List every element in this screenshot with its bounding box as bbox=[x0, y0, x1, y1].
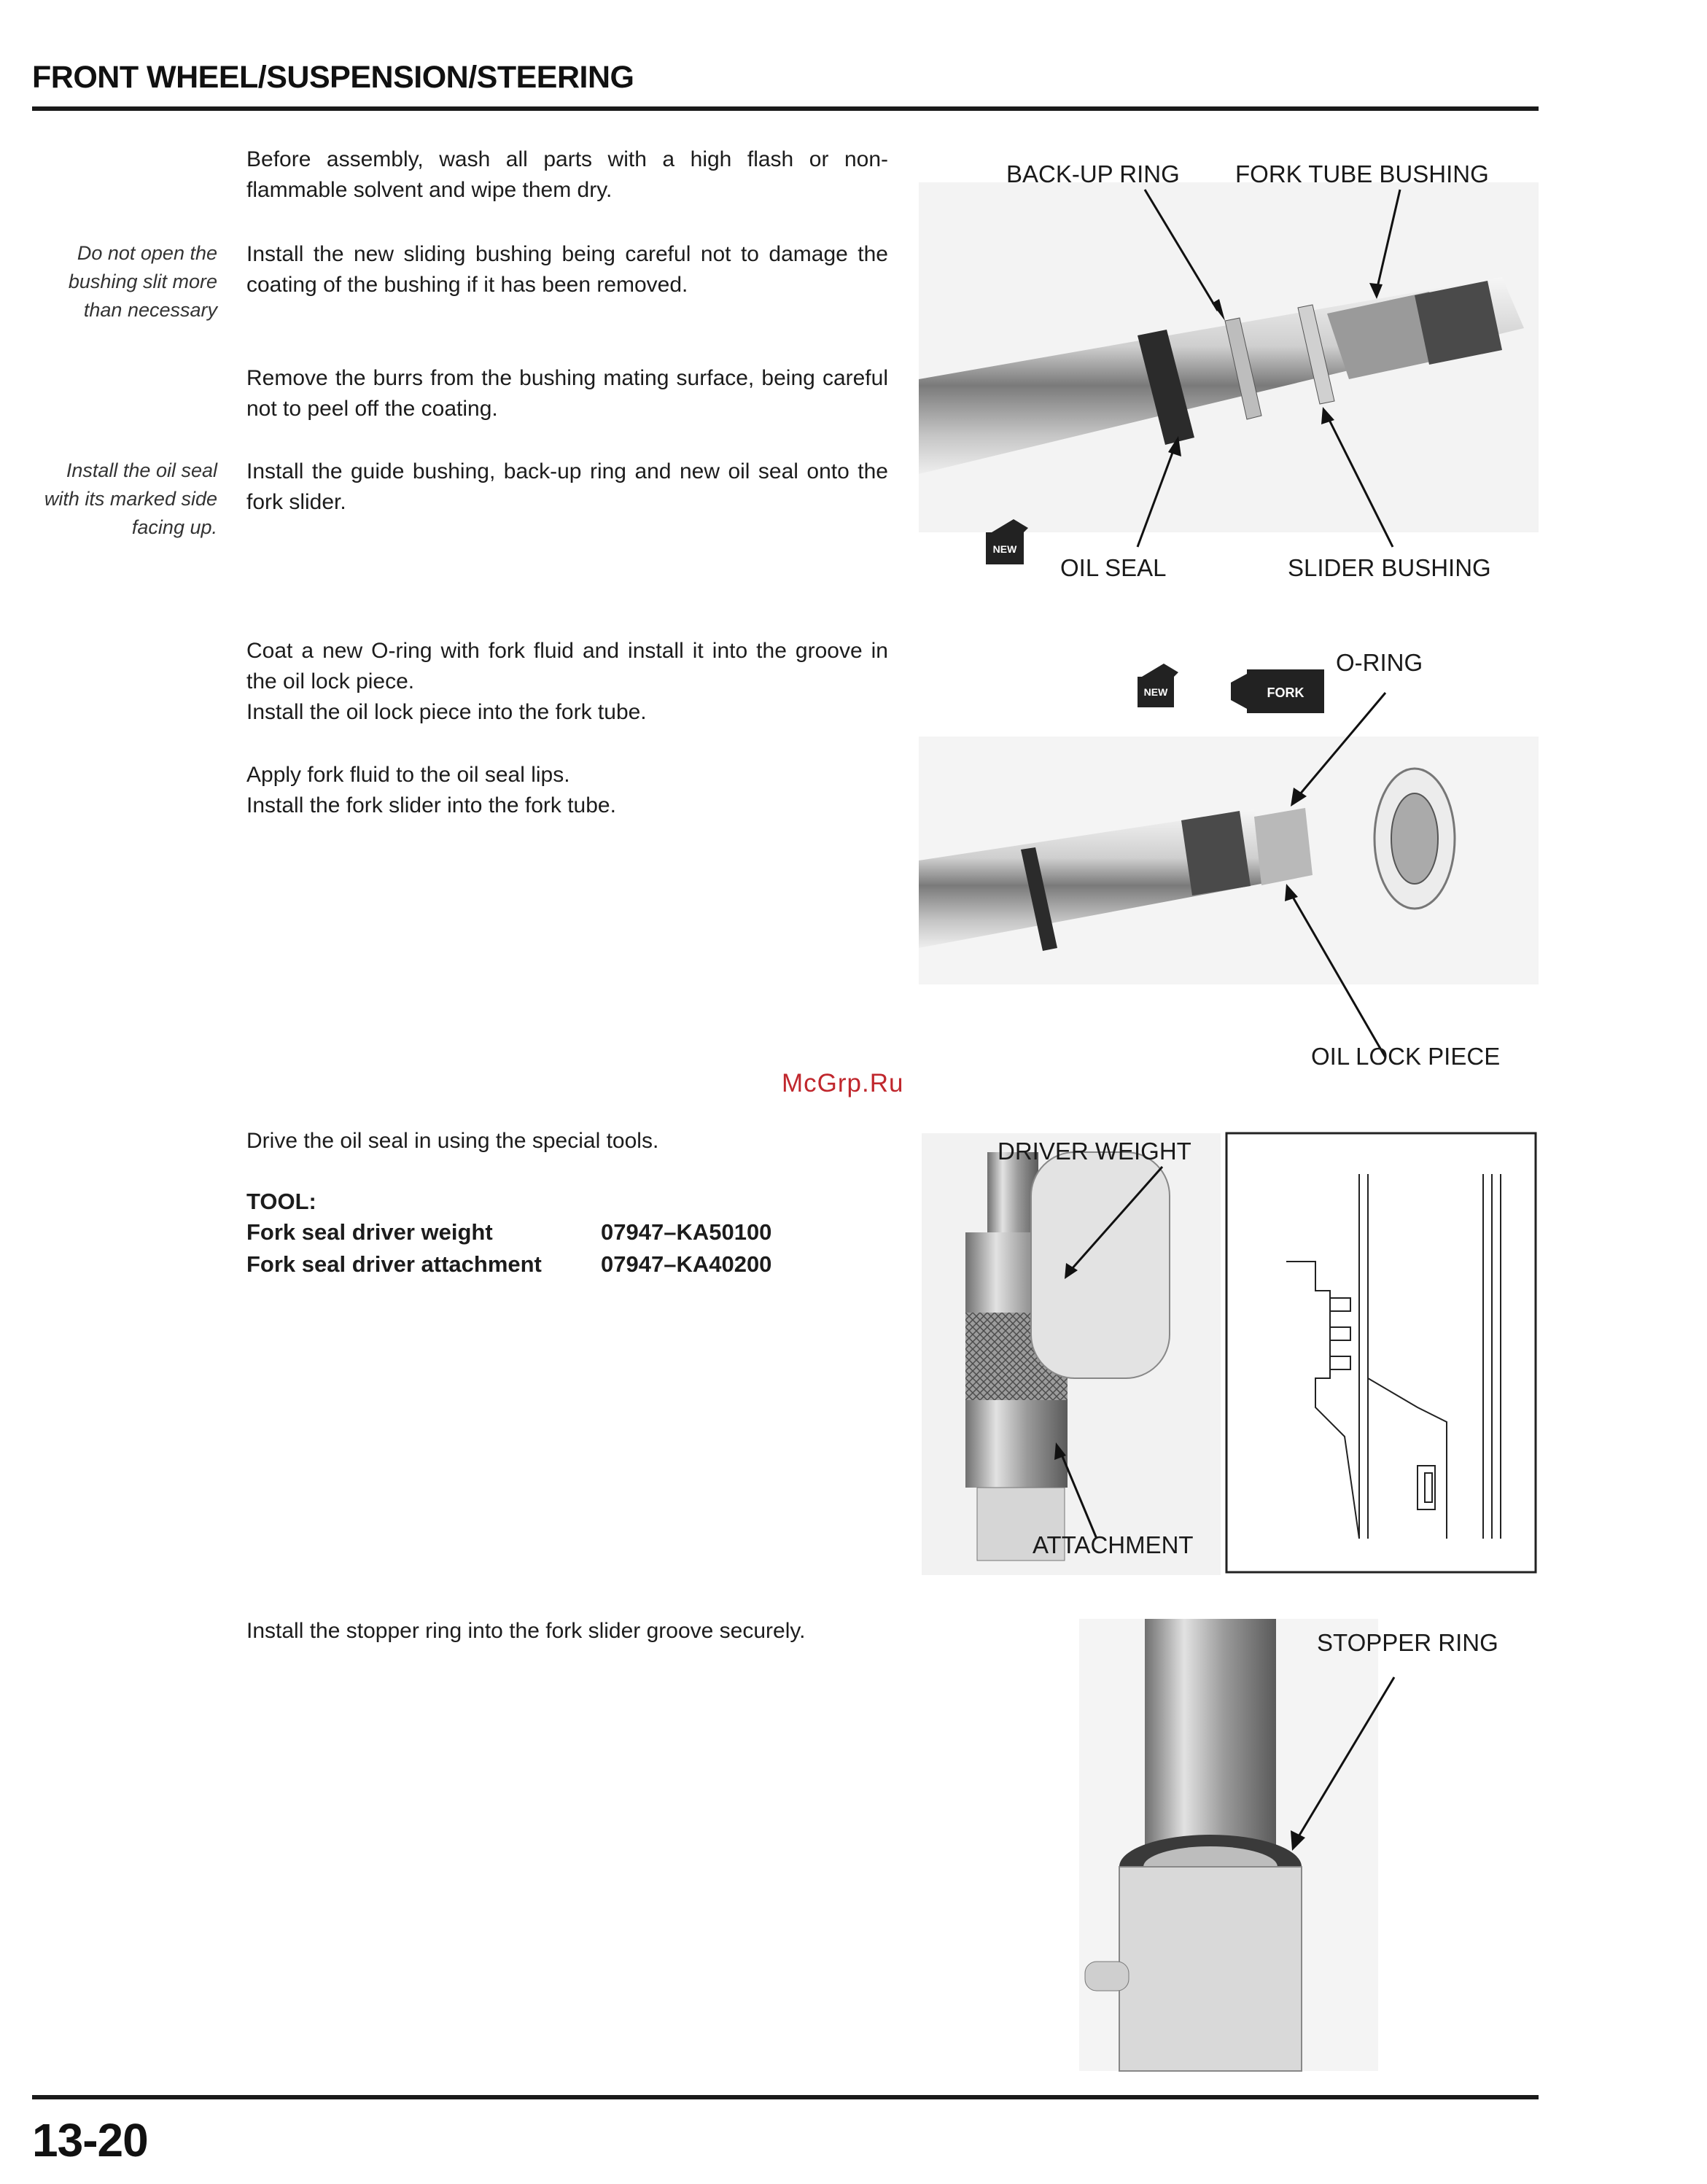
new-badge-text: NEW bbox=[992, 543, 1017, 555]
fork-slider-photo bbox=[1119, 1867, 1302, 2071]
paragraph: Before assembly, wash all parts with a high flash or non-flammable solvent and wipe them dry. bbox=[246, 147, 888, 202]
label-stopper-ring: STOPPER RING bbox=[1317, 1629, 1498, 1656]
paragraph: Install the oil lock piece into the fork tube. bbox=[246, 700, 647, 724]
tool-name: Fork seal driver weight bbox=[246, 1219, 493, 1245]
side-note-bushing-slit: Do not open the bushing slit more than necessary bbox=[68, 242, 217, 321]
fork-tube-bushing-part bbox=[1415, 281, 1502, 365]
oil-lock-piece-part bbox=[1254, 808, 1313, 885]
label-driver-weight: DRIVER WEIGHT bbox=[998, 1138, 1191, 1165]
paragraph: Install the stopper ring into the fork slider groove securely. bbox=[246, 1619, 806, 1643]
tool-list bbox=[246, 1216, 771, 1281]
figure-driver-tools bbox=[922, 1130, 1539, 1575]
footer-rule bbox=[32, 2095, 1539, 2099]
instruction-o-ring bbox=[246, 636, 888, 728]
fork-fluid-icon bbox=[1231, 669, 1324, 713]
fork-tube-bore bbox=[1391, 793, 1438, 884]
figure-stopper-ring bbox=[1079, 1619, 1539, 2071]
page-number: 13-20 bbox=[32, 2114, 148, 2166]
instruction-stopper-ring bbox=[246, 1616, 888, 1647]
paragraph: Install the guide bushing, back-up ring and new oil seal onto the fork slider. bbox=[246, 459, 888, 514]
header-rule bbox=[32, 106, 1539, 111]
tool-name: Fork seal driver attachment bbox=[246, 1251, 542, 1277]
tool-heading: TOOL: bbox=[246, 1189, 316, 1214]
cross-section-panel bbox=[1226, 1133, 1536, 1572]
instruction-sliding-bushing bbox=[246, 239, 888, 300]
instruction-wash-parts bbox=[246, 144, 888, 206]
label-attachment: ATTACHMENT bbox=[1033, 1531, 1194, 1558]
tool-part-number: 07947–KA40200 bbox=[601, 1251, 772, 1277]
page-title: FRONT WHEEL/SUSPENSION/STEERING bbox=[32, 60, 634, 95]
axle-boss bbox=[1085, 1962, 1129, 1991]
new-badge-text: NEW bbox=[1143, 686, 1168, 698]
label-back-up-ring: BACK-UP RING bbox=[1006, 160, 1180, 187]
label-oil-seal: OIL SEAL bbox=[1060, 554, 1167, 581]
paragraph: Apply fork fluid to the oil seal lips. bbox=[246, 763, 570, 787]
side-note-oil-seal: Install the oil seal with its marked side facing up. bbox=[44, 459, 217, 538]
paragraph: Drive the oil seal in using the special tools. bbox=[246, 1129, 659, 1153]
paragraph: Install the new sliding bushing being careful not to damage the coating of the bushing if it has been removed. bbox=[246, 242, 888, 297]
label-fork-tube-bushing: FORK TUBE BUSHING bbox=[1235, 160, 1489, 187]
tool-row bbox=[246, 1216, 771, 1248]
instruction-fork-fluid bbox=[246, 760, 888, 821]
watermark: McGrp.Ru bbox=[782, 1069, 904, 1097]
attachment-photo bbox=[965, 1400, 1068, 1488]
instruction-guide-bushing bbox=[246, 456, 888, 518]
figure-oil-lock-piece bbox=[919, 642, 1539, 1079]
bushing-part bbox=[1181, 811, 1251, 895]
fork-badge-text: FORK bbox=[1267, 685, 1304, 700]
hand-photo bbox=[1031, 1152, 1170, 1378]
instruction-drive-oil-seal bbox=[246, 1126, 888, 1157]
new-part-icon bbox=[1138, 664, 1178, 707]
tool-row bbox=[246, 1248, 771, 1281]
paragraph: Install the fork slider into the fork tube. bbox=[246, 793, 616, 817]
label-slider-bushing: SLIDER BUSHING bbox=[1288, 554, 1491, 581]
label-oil-lock-piece: OIL LOCK PIECE bbox=[1311, 1043, 1501, 1070]
tool-part-number: 07947–KA50100 bbox=[601, 1219, 772, 1245]
paragraph: Coat a new O-ring with fork fluid and install it into the groove in the oil lock piece. bbox=[246, 639, 888, 693]
instruction-remove-burrs bbox=[246, 363, 888, 424]
figure-fork-slider-parts bbox=[919, 139, 1539, 591]
paragraph: Remove the burrs from the bushing mating surface, being careful not to peel off the coating. bbox=[246, 366, 888, 421]
label-o-ring: O-RING bbox=[1336, 649, 1423, 676]
